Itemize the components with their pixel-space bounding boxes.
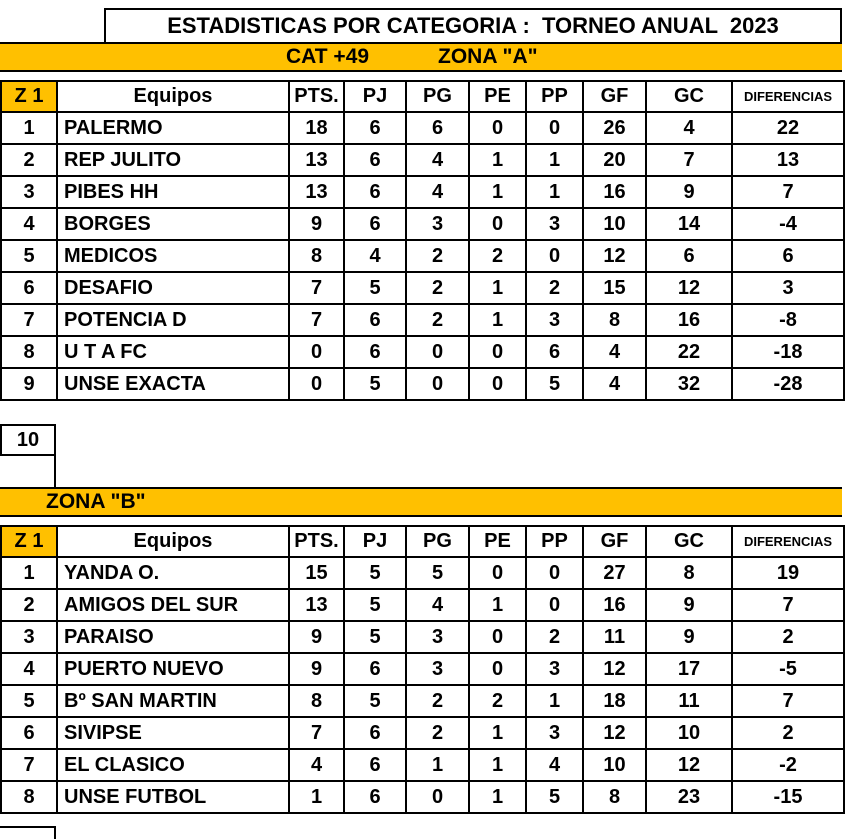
cell-pp: 2 (526, 621, 583, 653)
cell-pts: 9 (289, 621, 344, 653)
cell-pts: 9 (289, 208, 344, 240)
cell-pg: 6 (406, 112, 469, 144)
cell-pj: 5 (344, 621, 406, 653)
cell-pp: 6 (526, 336, 583, 368)
cell-pp: 1 (526, 144, 583, 176)
cell-pj: 5 (344, 589, 406, 621)
cell-team: PUERTO NUEVO (57, 653, 289, 685)
cell-pts: 8 (289, 685, 344, 717)
cell-dif: 22 (732, 112, 844, 144)
table-row (1, 336, 844, 368)
cell-pj: 5 (344, 557, 406, 589)
cell-gf: 11 (583, 621, 646, 653)
column-header: PG (406, 526, 469, 557)
cell-dif: 2 (732, 621, 844, 653)
cell-pos: 2 (1, 144, 57, 176)
cell-team: AMIGOS DEL SUR (57, 589, 289, 621)
cell-gf: 10 (583, 749, 646, 781)
table-row (1, 589, 844, 621)
cell-gf: 16 (583, 589, 646, 621)
cell-pg: 2 (406, 272, 469, 304)
cell-pos: 6 (1, 717, 57, 749)
sheet-title: ESTADISTICAS POR CATEGORIA : TORNEO ANUAL 2023 (104, 8, 842, 44)
cell-pj: 6 (344, 304, 406, 336)
cell-pp: 3 (526, 717, 583, 749)
zone-b-band (0, 487, 842, 517)
cell-pj: 6 (344, 144, 406, 176)
zone-a-band (0, 42, 842, 72)
cell-dif: 6 (732, 240, 844, 272)
table-row (1, 112, 844, 144)
cell-gc: 9 (646, 176, 732, 208)
cell-pe: 2 (469, 685, 526, 717)
header-row (1, 81, 844, 112)
cell-pj: 6 (344, 112, 406, 144)
cell-pts: 7 (289, 272, 344, 304)
cell-pp: 3 (526, 653, 583, 685)
column-header: GC (646, 81, 732, 112)
grid-line (0, 826, 56, 828)
cell-dif: -2 (732, 749, 844, 781)
cell-gc: 11 (646, 685, 732, 717)
cell-pg: 4 (406, 589, 469, 621)
column-header: PJ (344, 526, 406, 557)
cell-pp: 0 (526, 589, 583, 621)
column-header: PTS. (289, 526, 344, 557)
table-row (1, 653, 844, 685)
cell-pg: 3 (406, 208, 469, 240)
cell-gf: 15 (583, 272, 646, 304)
grid-line (54, 826, 56, 839)
cell-team: BORGES (57, 208, 289, 240)
cell-pg: 4 (406, 144, 469, 176)
cell-pe: 1 (469, 749, 526, 781)
cell-pts: 7 (289, 304, 344, 336)
column-header: PP (526, 526, 583, 557)
cell-pg: 0 (406, 781, 469, 813)
cell-team: U T A FC (57, 336, 289, 368)
cell-dif: 13 (732, 144, 844, 176)
cell-pp: 5 (526, 368, 583, 400)
cell-dif: -28 (732, 368, 844, 400)
column-header: DIFERENCIAS (732, 526, 844, 557)
cell-gc: 17 (646, 653, 732, 685)
cell-gc: 6 (646, 240, 732, 272)
cell-team: EL CLASICO (57, 749, 289, 781)
cell-pts: 13 (289, 176, 344, 208)
cell-team: DESAFIO (57, 272, 289, 304)
cell-pos: 1 (1, 557, 57, 589)
cell-gc: 22 (646, 336, 732, 368)
cell-gc: 12 (646, 749, 732, 781)
cell-dif: 7 (732, 685, 844, 717)
cell-dif: 7 (732, 589, 844, 621)
cell-pp: 3 (526, 208, 583, 240)
cell-pj: 6 (344, 208, 406, 240)
cell-gc: 23 (646, 781, 732, 813)
cell-pe: 1 (469, 304, 526, 336)
cell-pj: 6 (344, 781, 406, 813)
table-row (1, 717, 844, 749)
cell-dif: -18 (732, 336, 844, 368)
table-row (1, 621, 844, 653)
zone-b-label: ZONA "B" (46, 490, 146, 513)
cell-pp: 5 (526, 781, 583, 813)
cell-gf: 12 (583, 653, 646, 685)
cell-team: UNSE EXACTA (57, 368, 289, 400)
cell-pe: 0 (469, 336, 526, 368)
cell-pos: 4 (1, 208, 57, 240)
cell-pj: 6 (344, 653, 406, 685)
zone-a-table (0, 80, 845, 401)
cell-dif: -15 (732, 781, 844, 813)
cell-pp: 3 (526, 304, 583, 336)
table-row (1, 368, 844, 400)
column-header: PP (526, 81, 583, 112)
cell-gc: 7 (646, 144, 732, 176)
cell-pts: 7 (289, 717, 344, 749)
table-row (1, 557, 844, 589)
column-header: Z 1 (1, 526, 57, 557)
column-header: PG (406, 81, 469, 112)
cell-pp: 1 (526, 176, 583, 208)
cell-pg: 2 (406, 240, 469, 272)
cell-pj: 5 (344, 685, 406, 717)
cell-pos: 8 (1, 781, 57, 813)
column-header: PE (469, 526, 526, 557)
cell-pos: 2 (1, 589, 57, 621)
grid-line (54, 454, 56, 488)
cell-pj: 6 (344, 749, 406, 781)
column-header: DIFERENCIAS (732, 81, 844, 112)
cell-team: UNSE FUTBOL (57, 781, 289, 813)
cell-team: Bº SAN MARTIN (57, 685, 289, 717)
cell-dif: -8 (732, 304, 844, 336)
table-row (1, 144, 844, 176)
cell-team: PALERMO (57, 112, 289, 144)
cell-pos: 3 (1, 621, 57, 653)
cell-pj: 5 (344, 368, 406, 400)
table-row (1, 304, 844, 336)
cell-pe: 1 (469, 781, 526, 813)
table-row (1, 208, 844, 240)
cell-pos: 7 (1, 749, 57, 781)
cell-team: YANDA O. (57, 557, 289, 589)
cell-pe: 0 (469, 112, 526, 144)
cell-gc: 32 (646, 368, 732, 400)
cell-pos: 5 (1, 240, 57, 272)
cell-gf: 20 (583, 144, 646, 176)
column-header: PJ (344, 81, 406, 112)
cell-pe: 0 (469, 368, 526, 400)
column-header: PE (469, 81, 526, 112)
cell-gc: 9 (646, 589, 732, 621)
cell-dif: -4 (732, 208, 844, 240)
cell-pts: 9 (289, 653, 344, 685)
cell-team: REP JULITO (57, 144, 289, 176)
cell-pos: 4 (1, 653, 57, 685)
cell-pe: 0 (469, 557, 526, 589)
cell-team: PARAISO (57, 621, 289, 653)
cell-gc: 16 (646, 304, 732, 336)
category-label: CAT +49 (286, 45, 370, 68)
cell-pg: 2 (406, 717, 469, 749)
table-row (1, 240, 844, 272)
cell-pts: 8 (289, 240, 344, 272)
cell-team: PIBES HH (57, 176, 289, 208)
cell-pos: 8 (1, 336, 57, 368)
cell-pts: 1 (289, 781, 344, 813)
cell-dif: 2 (732, 717, 844, 749)
cell-dif: -5 (732, 653, 844, 685)
cell-pe: 1 (469, 717, 526, 749)
cell-gf: 8 (583, 304, 646, 336)
cell-pe: 2 (469, 240, 526, 272)
cell-pos: 1 (1, 112, 57, 144)
cell-gf: 18 (583, 685, 646, 717)
cell-pe: 1 (469, 272, 526, 304)
cell-pe: 0 (469, 653, 526, 685)
column-header: GC (646, 526, 732, 557)
cell-pe: 1 (469, 589, 526, 621)
cell-gc: 12 (646, 272, 732, 304)
cell-pg: 1 (406, 749, 469, 781)
cell-pe: 0 (469, 208, 526, 240)
table-row (1, 749, 844, 781)
cell-gf: 26 (583, 112, 646, 144)
cell-team: POTENCIA D (57, 304, 289, 336)
cell-dif: 19 (732, 557, 844, 589)
zone-b-table (0, 525, 845, 814)
cell-pj: 6 (344, 717, 406, 749)
zone-a-label: ZONA "A" (438, 45, 538, 68)
cell-gf: 4 (583, 368, 646, 400)
cell-gf: 27 (583, 557, 646, 589)
position-10-cell: 10 (0, 424, 56, 456)
cell-pos: 7 (1, 304, 57, 336)
cell-pts: 13 (289, 589, 344, 621)
header-row (1, 526, 844, 557)
cell-pp: 0 (526, 240, 583, 272)
cell-pts: 0 (289, 368, 344, 400)
cell-dif: 3 (732, 272, 844, 304)
cell-gc: 10 (646, 717, 732, 749)
cell-gc: 4 (646, 112, 732, 144)
cell-pj: 6 (344, 176, 406, 208)
column-header: Equipos (57, 526, 289, 557)
cell-pp: 2 (526, 272, 583, 304)
cell-pp: 4 (526, 749, 583, 781)
cell-team: SIVIPSE (57, 717, 289, 749)
cell-gf: 12 (583, 717, 646, 749)
cell-pos: 6 (1, 272, 57, 304)
table-row (1, 272, 844, 304)
cell-pts: 15 (289, 557, 344, 589)
cell-pg: 5 (406, 557, 469, 589)
cell-pj: 6 (344, 336, 406, 368)
cell-gf: 10 (583, 208, 646, 240)
cell-pos: 5 (1, 685, 57, 717)
table-row (1, 685, 844, 717)
cell-pg: 3 (406, 621, 469, 653)
cell-pj: 4 (344, 240, 406, 272)
cell-gf: 16 (583, 176, 646, 208)
column-header: PTS. (289, 81, 344, 112)
cell-dif: 7 (732, 176, 844, 208)
cell-gf: 8 (583, 781, 646, 813)
table-row (1, 781, 844, 813)
cell-pp: 0 (526, 112, 583, 144)
cell-pg: 0 (406, 368, 469, 400)
cell-pts: 13 (289, 144, 344, 176)
table-row (1, 176, 844, 208)
cell-pp: 0 (526, 557, 583, 589)
cell-pg: 3 (406, 653, 469, 685)
cell-gc: 8 (646, 557, 732, 589)
cell-pg: 4 (406, 176, 469, 208)
cell-pe: 0 (469, 621, 526, 653)
cell-pts: 0 (289, 336, 344, 368)
column-header: GF (583, 81, 646, 112)
cell-pp: 1 (526, 685, 583, 717)
cell-pts: 4 (289, 749, 344, 781)
cell-pe: 1 (469, 176, 526, 208)
column-header: Equipos (57, 81, 289, 112)
cell-pos: 9 (1, 368, 57, 400)
cell-pts: 18 (289, 112, 344, 144)
cell-pg: 0 (406, 336, 469, 368)
column-header: GF (583, 526, 646, 557)
cell-gf: 12 (583, 240, 646, 272)
cell-pos: 3 (1, 176, 57, 208)
cell-gc: 9 (646, 621, 732, 653)
cell-team: MEDICOS (57, 240, 289, 272)
cell-gf: 4 (583, 336, 646, 368)
column-header: Z 1 (1, 81, 57, 112)
cell-pj: 5 (344, 272, 406, 304)
cell-pg: 2 (406, 685, 469, 717)
cell-pe: 1 (469, 144, 526, 176)
cell-gc: 14 (646, 208, 732, 240)
cell-pg: 2 (406, 304, 469, 336)
